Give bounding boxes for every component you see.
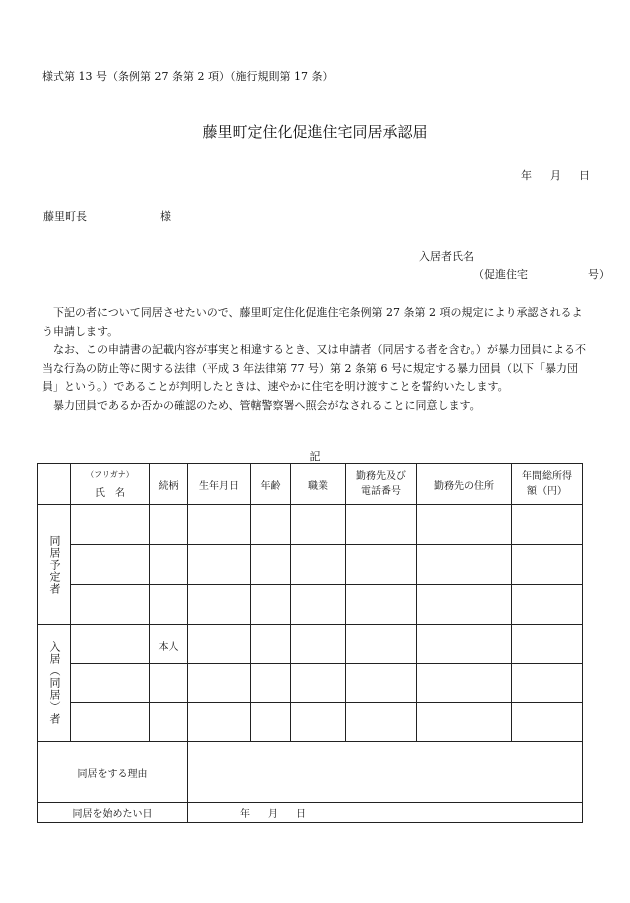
- start-month: 月: [268, 809, 278, 820]
- cell-workplace-phone[interactable]: [346, 625, 417, 664]
- start-date-field[interactable]: [188, 803, 583, 823]
- header-furigana: （フリガナ）: [86, 470, 134, 479]
- cohabitant-table: [37, 463, 583, 823]
- date-year: 年: [521, 169, 532, 182]
- cell-relationship[interactable]: [150, 703, 188, 742]
- cell-birthdate[interactable]: [188, 664, 251, 703]
- header-income: [512, 464, 583, 505]
- header-occupation: 職業: [291, 464, 346, 505]
- cell-relationship[interactable]: [150, 545, 188, 585]
- cell-workplace-address[interactable]: [417, 625, 512, 664]
- group-residents: [38, 625, 71, 742]
- paragraph-request: 下記の者について同居させたいので、藤里町定住化促進住宅条例第 27 条第 2 項の規定により承認されるよう申請します。: [42, 306, 583, 338]
- resident-name-label: 入居者氏名: [419, 250, 474, 263]
- cell-relationship[interactable]: [150, 585, 188, 625]
- number-label: 号）: [588, 268, 610, 281]
- cell-workplace-phone[interactable]: [346, 545, 417, 585]
- cell-birthdate[interactable]: [188, 545, 251, 585]
- cell-relationship[interactable]: [150, 505, 188, 545]
- cell-workplace-phone[interactable]: [346, 703, 417, 742]
- header-relationship: 続柄: [150, 464, 188, 505]
- cell-age[interactable]: [251, 585, 291, 625]
- cell-workplace-address[interactable]: [417, 703, 512, 742]
- cell-workplace-phone[interactable]: [346, 585, 417, 625]
- cell-relationship-self: 本人: [150, 625, 188, 664]
- table-row: [38, 585, 583, 625]
- cell-age[interactable]: [251, 664, 291, 703]
- header-blank: [38, 464, 71, 505]
- cell-birthdate[interactable]: [188, 625, 251, 664]
- cell-workplace-phone[interactable]: [346, 664, 417, 703]
- header-workplace-address: 勤務先の住所: [417, 464, 512, 505]
- cell-workplace-address[interactable]: [417, 585, 512, 625]
- reason-row: [38, 742, 583, 803]
- header-workplace-phone: [346, 464, 417, 505]
- cell-name[interactable]: [71, 625, 150, 664]
- cell-age[interactable]: [251, 703, 291, 742]
- cell-workplace-address[interactable]: [417, 545, 512, 585]
- table-row: [38, 505, 583, 545]
- addressee-honorific: 様: [160, 210, 171, 223]
- header-income-line1: 年間総所得: [522, 471, 572, 482]
- cell-income[interactable]: [512, 664, 583, 703]
- cell-name[interactable]: [71, 585, 150, 625]
- declaration-text: [42, 304, 590, 415]
- header-birthdate: 生年月日: [188, 464, 251, 505]
- start-date-row: [38, 803, 583, 823]
- cell-birthdate[interactable]: [188, 505, 251, 545]
- cell-income[interactable]: [512, 585, 583, 625]
- cell-name[interactable]: [71, 664, 150, 703]
- header-name-label: 氏 名: [95, 488, 125, 499]
- table-header-row: [38, 464, 583, 505]
- cell-relationship[interactable]: [150, 664, 188, 703]
- cell-occupation[interactable]: [291, 664, 346, 703]
- cell-workplace-phone[interactable]: [346, 505, 417, 545]
- table-row: [38, 664, 583, 703]
- group-cohabitants: [38, 505, 71, 625]
- addressee-name: 藤里町長: [43, 210, 87, 223]
- date-month: 月: [550, 169, 561, 182]
- cell-name[interactable]: [71, 505, 150, 545]
- cell-age[interactable]: [251, 545, 291, 585]
- cell-income[interactable]: [512, 545, 583, 585]
- header-workplace-line1: 勤務先及び: [356, 471, 406, 482]
- paragraph-consent: 暴力団員であるか否かの確認のため、管轄警察署へ照会がなされることに同意します。: [53, 398, 481, 412]
- cell-birthdate[interactable]: [188, 585, 251, 625]
- cell-name[interactable]: [71, 703, 150, 742]
- cell-name[interactable]: [71, 545, 150, 585]
- table-row: [38, 703, 583, 742]
- cell-workplace-address[interactable]: [417, 664, 512, 703]
- form-number: 様式第 13 号（条例第 27 条第 2 項）（施行規則第 17 条）: [42, 70, 334, 83]
- reason-label: 同居をする理由: [38, 742, 188, 803]
- housing-label: （促進住宅: [473, 268, 528, 281]
- start-year: 年: [240, 809, 250, 820]
- cell-workplace-address[interactable]: [417, 505, 512, 545]
- housing-number-label: [473, 266, 610, 282]
- group-residents-label: 入居（同居）者: [48, 641, 61, 725]
- reason-field[interactable]: [188, 742, 583, 803]
- header-age: 年齢: [251, 464, 291, 505]
- date-day: 日: [579, 169, 590, 182]
- cell-occupation[interactable]: [291, 505, 346, 545]
- cell-income[interactable]: [512, 703, 583, 742]
- cell-birthdate[interactable]: [188, 703, 251, 742]
- header-name: [71, 464, 150, 505]
- cell-occupation[interactable]: [291, 703, 346, 742]
- table-row: [38, 545, 583, 585]
- group-cohabitants-label: 同居予定者: [48, 534, 61, 595]
- cell-income[interactable]: [512, 505, 583, 545]
- paragraph-pledge: なお、この申請書の記載内容が事実と相違するとき、又は申請者（同居する者を含む。）が暴力団員による不当な行為の防止等に関する法律（平成 3 年法律第 77 号）第 2 条第 6 号に規定する暴力団員（以下「暴力団員」という。）であることが判明したときは、速やかに住宅を明け渡すことを誓約いたします。: [42, 343, 587, 393]
- start-date-label: 同居を始めたい日: [38, 803, 188, 823]
- cell-age[interactable]: [251, 625, 291, 664]
- header-income-line2: 額（円）: [527, 486, 567, 497]
- document-title: 藤里町定住化促進住宅同居承認届: [202, 123, 428, 141]
- start-day: 日: [296, 809, 306, 820]
- submission-date: [521, 167, 590, 183]
- cell-income[interactable]: [512, 625, 583, 664]
- table-row: [38, 625, 583, 664]
- cell-occupation[interactable]: [291, 585, 346, 625]
- cell-occupation[interactable]: [291, 625, 346, 664]
- cell-age[interactable]: [251, 505, 291, 545]
- cell-occupation[interactable]: [291, 545, 346, 585]
- ki-heading: 記: [309, 450, 321, 463]
- header-workplace-line2: 電話番号: [361, 486, 401, 497]
